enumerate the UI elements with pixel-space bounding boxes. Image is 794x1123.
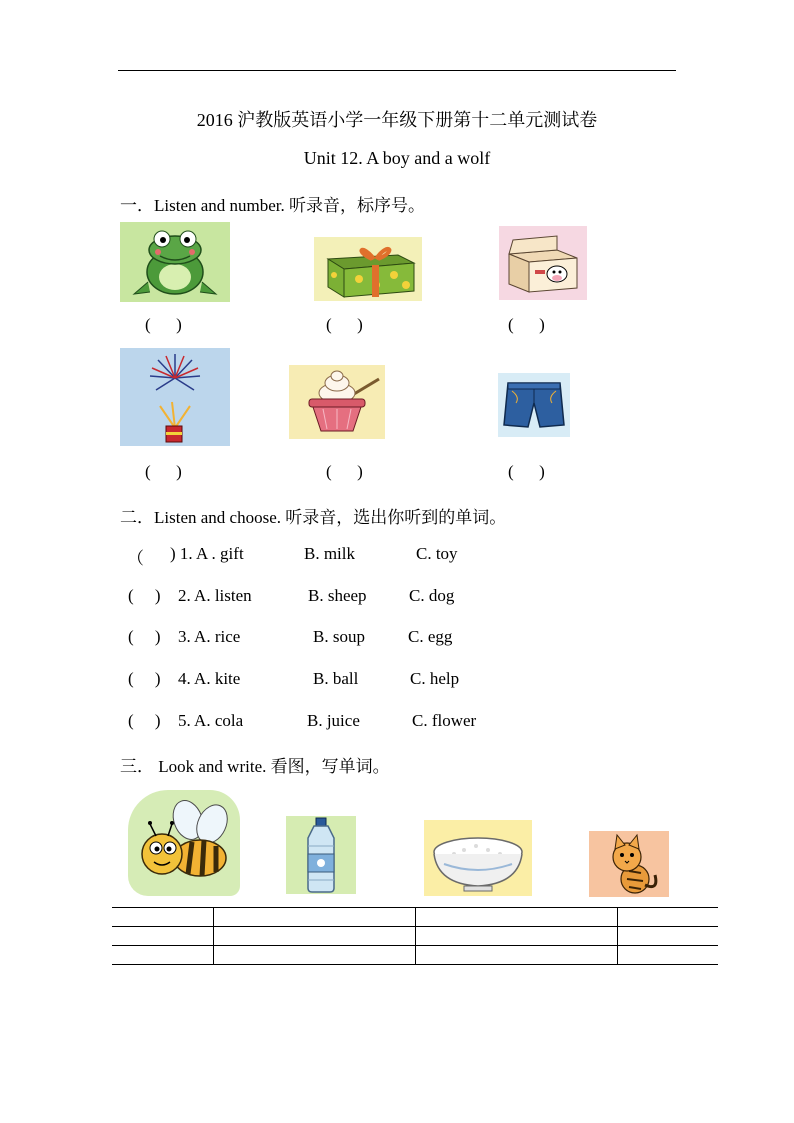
ice-cream-icon (289, 365, 385, 439)
answer-cell-2[interactable] (213, 908, 415, 927)
answer-blank-4[interactable]: ( ) (145, 462, 182, 481)
gift-icon (314, 237, 422, 301)
gift-picture (314, 237, 422, 301)
milk-carton-icon (499, 226, 587, 300)
question-4: 4. A. kite (178, 669, 241, 688)
question-4-option-c: C. help (410, 669, 460, 688)
section-2-heading: 二．Listen and choose. 听录音，选出你听到的单词。 (120, 508, 507, 527)
bee-picture (128, 790, 240, 896)
answer-blank-6[interactable]: ( ) (508, 462, 545, 481)
answer-blank-5[interactable]: ( ) (326, 462, 363, 481)
question-5-option-b: B. juice (307, 711, 360, 730)
header-rule (118, 70, 676, 71)
ice-cream-picture (289, 365, 385, 439)
fireworks-picture (120, 348, 230, 446)
answer-cell-1[interactable] (112, 908, 213, 927)
question-2-option-c: C. dog (409, 586, 455, 605)
choice-blank-2[interactable]: ( ) (128, 586, 161, 605)
answer-cell-9[interactable] (112, 946, 213, 965)
question-2: 2. A. listen (178, 586, 252, 605)
page-subtitle: Unit 12. A boy and a wolf (303, 148, 491, 168)
cat-picture (589, 831, 669, 897)
water-bottle-picture (286, 816, 356, 894)
choice-blank-5[interactable]: ( ) (128, 711, 161, 730)
page-title: 2016 沪教版英语小学一年级下册第十二单元测试卷 (196, 110, 598, 130)
question-3-option-c: C. egg (408, 627, 453, 646)
cat-icon (589, 831, 669, 897)
answer-writing-table (112, 907, 718, 965)
answer-cell-8[interactable] (617, 927, 718, 946)
water-bottle-icon (286, 816, 356, 894)
shorts-picture (498, 373, 570, 437)
answer-cell-3[interactable] (415, 908, 617, 927)
rice-bowl-picture (424, 820, 532, 896)
answer-blank-3[interactable]: ( ) (508, 315, 545, 334)
answer-blank-1[interactable]: ( ) (145, 315, 182, 334)
milk-picture (499, 226, 587, 300)
answer-cell-10[interactable] (213, 946, 415, 965)
question-4-option-b: B. ball (313, 669, 359, 688)
question-5-option-c: C. flower (412, 711, 477, 730)
answer-cell-7[interactable] (415, 927, 617, 946)
answer-cell-5[interactable] (112, 927, 213, 946)
question-1: ) 1. A . gift (170, 544, 244, 563)
frog-icon (120, 222, 230, 302)
section-1-heading: 一．Listen and number. 听录音，标序号。 (120, 196, 426, 215)
shorts-icon (498, 373, 570, 437)
question-1-option-c: C. toy (416, 544, 458, 563)
answer-cell-4[interactable] (617, 908, 718, 927)
bee-icon (128, 790, 240, 896)
question-2-option-b: B. sheep (308, 586, 367, 605)
question-3-option-b: B. soup (313, 627, 365, 646)
answer-cell-11[interactable] (415, 946, 617, 965)
choice-blank-4[interactable]: ( ) (128, 669, 161, 688)
question-5: 5. A. cola (178, 711, 244, 730)
fireworks-icon (120, 348, 230, 446)
answer-blank-2[interactable]: ( ) (326, 315, 363, 334)
answer-cell-12[interactable] (617, 946, 718, 965)
rice-bowl-icon (424, 820, 532, 896)
question-3: 3. A. rice (178, 627, 241, 646)
choice-blank-1[interactable]: （ (127, 549, 144, 568)
choice-blank-3[interactable]: ( ) (128, 627, 161, 646)
question-1-option-b: B. milk (304, 544, 356, 563)
section-3-heading: 三． Look and write. 看图，写单词。 (120, 757, 390, 776)
answer-cell-6[interactable] (213, 927, 415, 946)
frog-picture (120, 222, 230, 302)
